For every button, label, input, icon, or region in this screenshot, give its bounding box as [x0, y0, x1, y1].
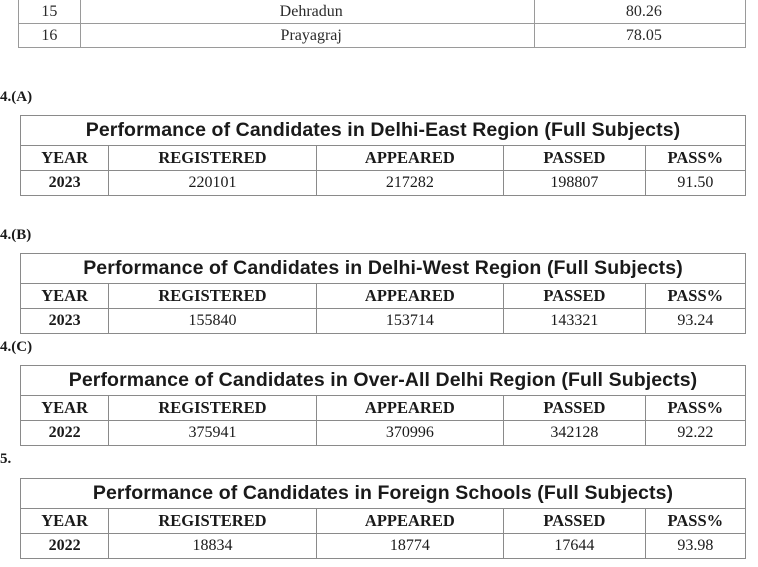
column-header: APPEARED	[317, 395, 504, 420]
header-row	[20, 395, 746, 420]
rank-number: 16	[18, 24, 81, 48]
column-header: PASS%	[646, 283, 746, 308]
column-header: YEAR	[20, 508, 109, 533]
column-header: PASSED	[504, 395, 646, 420]
section-label: 4.(C)	[0, 339, 33, 355]
appeared-cell: 370996	[317, 420, 504, 446]
rank-number: 15	[18, 0, 81, 24]
region-ranking-table	[18, 0, 746, 48]
header-row	[20, 508, 746, 533]
pass-percent: 78.05	[543, 24, 746, 48]
passed-cell: 143321	[504, 308, 646, 334]
column-header: APPEARED	[317, 283, 504, 308]
appeared-cell: 18774	[317, 533, 504, 559]
table-row	[20, 533, 746, 559]
table-row	[20, 170, 746, 196]
column-header: PASSED	[504, 283, 646, 308]
year-cell: 2022	[20, 420, 109, 446]
table-title: Performance of Candidates in Delhi-East Region (Full Subjects)	[20, 115, 746, 145]
table-title: Performance of Candidates in Foreign Schools (Full Subjects)	[20, 478, 746, 508]
column-header: YEAR	[20, 283, 109, 308]
registered-cell: 18834	[109, 533, 316, 559]
year-cell: 2023	[20, 170, 109, 196]
pass-percent: 80.26	[543, 0, 746, 24]
passed-cell: 17644	[504, 533, 646, 559]
pass-percent-cell: 93.98	[646, 533, 746, 559]
column-header: APPEARED	[317, 145, 504, 170]
year-cell: 2023	[20, 308, 109, 334]
pass-percent-cell: 93.24	[646, 308, 746, 334]
column-header: YEAR	[20, 395, 109, 420]
region-name: Dehradun	[89, 0, 535, 24]
performance-table-overall-delhi	[20, 365, 746, 446]
performance-table-delhi-east	[20, 115, 746, 196]
section-label: 5.	[0, 451, 12, 467]
column-header: REGISTERED	[109, 145, 316, 170]
header-row	[20, 283, 746, 308]
column-header: REGISTERED	[109, 508, 316, 533]
registered-cell: 220101	[109, 170, 316, 196]
table-row	[18, 24, 746, 48]
passed-cell: 198807	[504, 170, 646, 196]
appeared-cell: 153714	[317, 308, 504, 334]
table-row	[20, 420, 746, 446]
column-header: PASSED	[504, 508, 646, 533]
section-label: 4.(B)	[0, 227, 32, 243]
table-title: Performance of Candidates in Delhi-West Region (Full Subjects)	[20, 253, 746, 283]
column-header: REGISTERED	[109, 283, 316, 308]
table-row	[20, 308, 746, 334]
column-header: PASS%	[646, 508, 746, 533]
column-header: PASSED	[504, 145, 646, 170]
column-header: PASS%	[646, 145, 746, 170]
pass-percent-cell: 92.22	[646, 420, 746, 446]
section-label: 4.(A)	[0, 89, 33, 105]
column-header: APPEARED	[317, 508, 504, 533]
year-cell: 2022	[20, 533, 109, 559]
table-row	[18, 0, 746, 24]
performance-table-delhi-west	[20, 253, 746, 334]
region-name: Prayagraj	[89, 24, 535, 48]
registered-cell: 375941	[109, 420, 316, 446]
table-title: Performance of Candidates in Over-All Delhi Region (Full Subjects)	[20, 365, 746, 395]
column-header: YEAR	[20, 145, 109, 170]
appeared-cell: 217282	[317, 170, 504, 196]
performance-table-foreign-schools	[20, 478, 746, 559]
column-header: PASS%	[646, 395, 746, 420]
header-row	[20, 145, 746, 170]
passed-cell: 342128	[504, 420, 646, 446]
column-header: REGISTERED	[109, 395, 316, 420]
pass-percent-cell: 91.50	[646, 170, 746, 196]
registered-cell: 155840	[109, 308, 316, 334]
